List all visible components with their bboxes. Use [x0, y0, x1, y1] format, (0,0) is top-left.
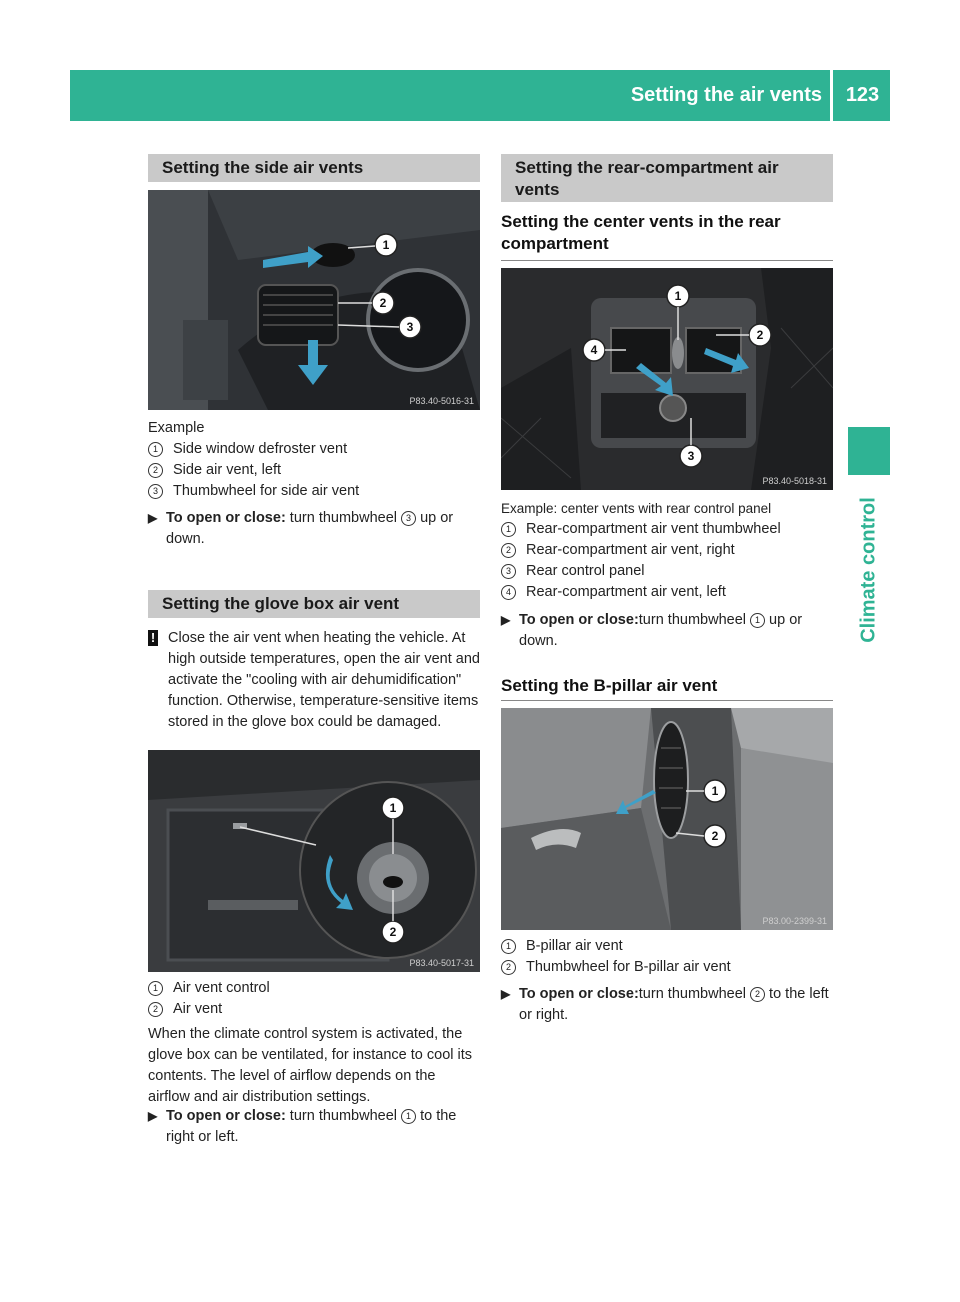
image-code: P83.00-2399-31 [762, 916, 827, 926]
page-title: Setting the air vents [630, 84, 822, 106]
glove-box-warning: ! Close the air vent when heating the vehicle. At high outside temperatures, open the air vent and activate the "cooling with air dehumidification" function. Otherwise, temperature-sensitive items stored in the glove box could be damaged. [148, 628, 480, 733]
subtitle-b-pillar: Setting the B-pillar air vent [501, 676, 718, 695]
svg-text:2: 2 [379, 296, 387, 310]
section-title-side-vents: Setting the side air vents [148, 154, 480, 182]
section-title-rear: Setting the rear-compartment air vents [501, 154, 833, 202]
image-code: P83.40-5016-31 [409, 396, 474, 406]
svg-text:1: 1 [674, 289, 682, 303]
rule [501, 260, 833, 261]
side-vents-legend [148, 439, 480, 502]
b-pillar-step: ▶ To open or close:turn thumbwheel 2 to the left or right. [501, 984, 833, 1026]
svg-text:3: 3 [406, 320, 414, 334]
glove-box-body: When the climate control system is activated, the glove box can be ventilated, for instance to cool its contents. The level of airflow depends on the airflow and air distribution settings. [148, 1026, 473, 1105]
rear-vents-image [501, 268, 833, 490]
section-title-glove-box: Setting the glove box air vent [148, 590, 480, 618]
side-vents-step: ▶ To open or close: turn thumbwheel 3 up or down. [148, 508, 480, 550]
step-arrow-icon: ▶ [501, 987, 511, 1001]
rear-vents-caption: Example: center vents with rear control panel [501, 501, 772, 516]
chapter-tab-marker [848, 427, 890, 475]
step-arrow-icon: ▶ [148, 511, 158, 525]
rear-vents-legend [501, 519, 833, 603]
svg-text:1: 1 [382, 238, 390, 252]
legend-item: 2 Air vent [148, 999, 480, 1020]
subtitle-center-vents: Setting the center vents in the rear compartment [501, 212, 781, 253]
glove-box-legend [148, 978, 480, 1020]
svg-text:1: 1 [389, 801, 397, 815]
legend-item: 3 Thumbwheel for side air vent [148, 481, 480, 502]
step-arrow-icon: ▶ [501, 613, 511, 627]
b-pillar-image [501, 708, 833, 930]
svg-text:2: 2 [711, 829, 719, 843]
side-vents-image [148, 190, 480, 410]
header-divider [830, 70, 833, 121]
legend-item: 4 Rear-compartment air vent, left [501, 582, 833, 603]
b-pillar-legend [501, 936, 833, 978]
image-code: P83.40-5017-31 [409, 958, 474, 968]
legend-item: 1 Air vent control [148, 978, 480, 999]
glove-box-image [148, 750, 480, 972]
svg-text:4: 4 [590, 343, 598, 357]
svg-text:1: 1 [711, 784, 719, 798]
step-arrow-icon: ▶ [148, 1109, 158, 1123]
legend-item: 3 Rear control panel [501, 561, 833, 582]
chapter-tab-label: Climate control [857, 497, 880, 643]
legend-item: 1 B-pillar air vent [501, 936, 833, 957]
legend-item: 2 Thumbwheel for B-pillar air vent [501, 957, 833, 978]
rear-vents-step: ▶ To open or close:turn thumbwheel 1 up or down. [501, 610, 833, 652]
rule [501, 700, 833, 701]
svg-text:3: 3 [687, 449, 695, 463]
legend-item: 2 Side air vent, left [148, 460, 480, 481]
svg-text:2: 2 [756, 328, 764, 342]
image-code: P83.40-5018-31 [762, 476, 827, 486]
warning-icon: ! [148, 630, 158, 646]
side-vents-caption: Example [148, 420, 205, 436]
legend-item: 2 Rear-compartment air vent, right [501, 540, 833, 561]
legend-item: 1 Side window defroster vent [148, 439, 480, 460]
legend-item: 1 Rear-compartment air vent thumbwheel [501, 519, 833, 540]
page-number: 123 [845, 84, 880, 106]
glove-box-step: ▶ To open or close: turn thumbwheel 1 to the right or left. [148, 1106, 480, 1148]
svg-text:2: 2 [389, 925, 397, 939]
